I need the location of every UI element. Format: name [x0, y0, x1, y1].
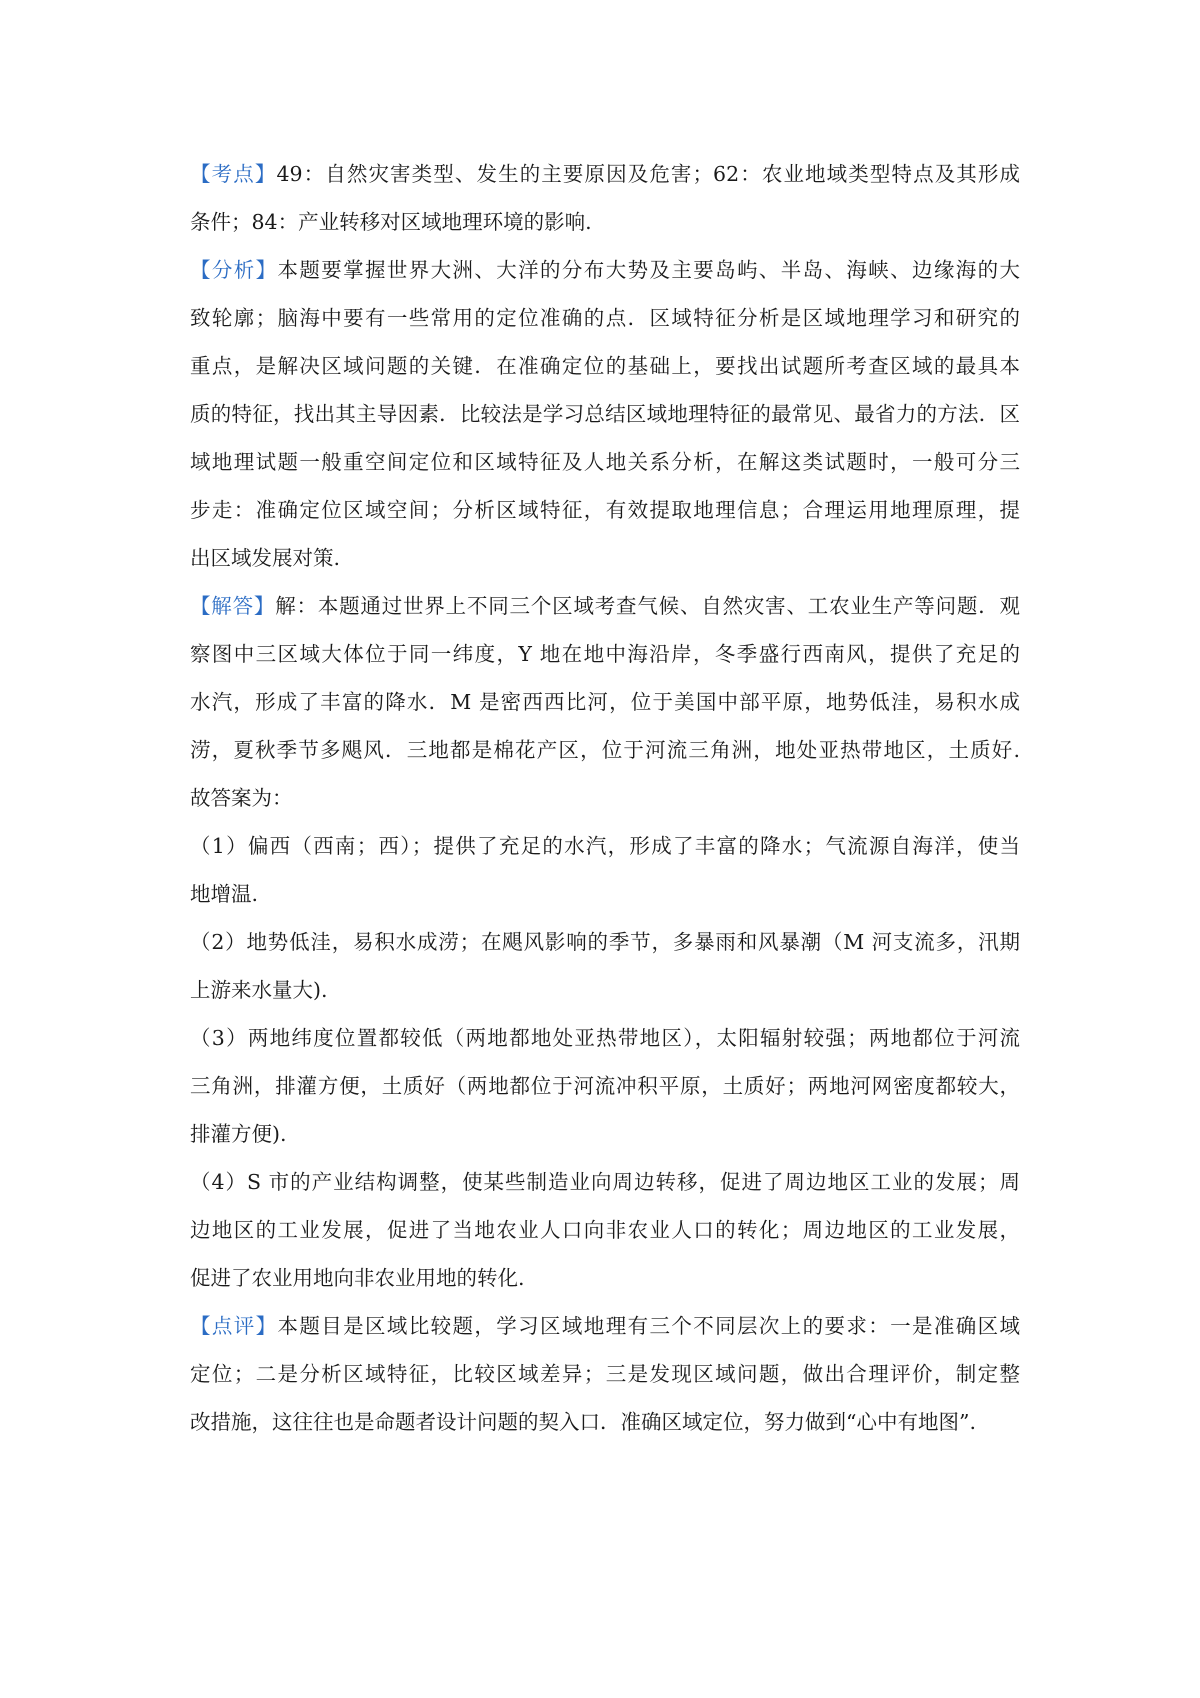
- text-line: 【解答】解：本题通过世界上不同三个区域考查气候、自然灾害、工农业生产等问题．观: [190, 594, 1021, 618]
- answer-1: [190, 822, 1020, 918]
- text-line: 涝，夏秋季节多飓风．三地都是棉花产区，位于河流三角洲，地处亚热带地区，土质好.: [190, 738, 1020, 762]
- text-line: 边地区的工业发展，促进了当地农业人口向非农业人口的转化；周边地区的工业发展，: [190, 1218, 1020, 1242]
- text-line: 改措施，这往往也是命题者设计问题的契入口．准确区域定位，努力做到“心中有地图”.: [190, 1410, 976, 1434]
- section-tag: 【考点】: [190, 162, 277, 186]
- text-line: 地增温.: [190, 882, 259, 906]
- text-line: 质的特征，找出其主导因素．比较法是学习总结区域地理特征的最常见、最省力的方法．区: [190, 402, 1020, 426]
- text-line: 重点，是解决区域问题的关键．在准确定位的基础上，要找出试题所考查区域的最具本: [190, 354, 1020, 378]
- text-line: 促进了农业用地向非农业用地的转化.: [190, 1266, 525, 1290]
- text-line: 条件；84：产业转移对区域地理环境的影响.: [190, 210, 592, 234]
- text-line: 步走：准确定位区域空间；分析区域特征，有效提取地理信息；合理运用地理原理，提: [190, 498, 1020, 522]
- text-line: 致轮廓；脑海中要有一些常用的定位准确的点．区域特征分析是区域地理学习和研究的: [190, 306, 1020, 330]
- text-line: 排灌方便).: [190, 1122, 287, 1146]
- text-line: 【分析】本题要掌握世界大洲、大洋的分布大势及主要岛屿、半岛、海峡、边缘海的大: [190, 258, 1021, 282]
- answer-2: [190, 918, 1020, 1014]
- answer-4: [190, 1158, 1020, 1302]
- text-line: 出区域发展对策.: [190, 546, 341, 570]
- text-line: 水汽，形成了丰富的降水．M 是密西西比河，位于美国中部平原，地势低洼，易积水成: [190, 690, 1020, 714]
- section-dianping: [190, 1302, 1020, 1446]
- section-tag: 【解答】: [190, 594, 276, 618]
- section-fenxi: [190, 246, 1020, 582]
- text-line: 察图中三区域大体位于同一纬度，Y 地在地中海沿岸，冬季盛行西南风，提供了充足的: [190, 642, 1020, 666]
- text-line: 故答案为：: [190, 786, 293, 810]
- text-line: 上游来水量大).: [190, 978, 328, 1002]
- text-line: （1）偏西（西南；西）；提供了充足的水汽，形成了丰富的降水；气流源自海洋，使当: [190, 834, 1020, 858]
- text-line: 【考点】49：自然灾害类型、发生的主要原因及危害；62：农业地域类型特点及其形成: [190, 162, 1021, 186]
- section-kaodian: [190, 150, 1020, 246]
- answer-3: [190, 1014, 1020, 1158]
- text-line: 三角洲，排灌方便，土质好（两地都位于河流冲积平原，土质好；两地河网密度都较大，: [190, 1074, 1020, 1098]
- text-line: 【点评】本题目是区域比较题，学习区域地理有三个不同层次上的要求：一是准确区域: [190, 1314, 1021, 1338]
- section-tag: 【分析】: [190, 258, 278, 282]
- text-line: （3）两地纬度位置都较低（两地都地处亚热带地区），太阳辐射较强；两地都位于河流: [190, 1026, 1020, 1050]
- document-page: [190, 150, 1020, 1446]
- section-tag: 【点评】: [190, 1314, 278, 1338]
- section-jieda: [190, 582, 1020, 822]
- text-line: （4）S 市的产业结构调整，使某些制造业向周边转移，促进了周边地区工业的发展；周: [190, 1170, 1020, 1194]
- text-line: 定位；二是分析区域特征，比较区域差异；三是发现区域问题，做出合理评价，制定整: [190, 1362, 1020, 1386]
- text-line: 域地理试题一般重空间定位和区域特征及人地关系分析，在解这类试题时，一般可分三: [190, 450, 1020, 474]
- text-line: （2）地势低洼，易积水成涝；在飓风影响的季节，多暴雨和风暴潮（M 河支流多，汛期: [190, 930, 1020, 954]
